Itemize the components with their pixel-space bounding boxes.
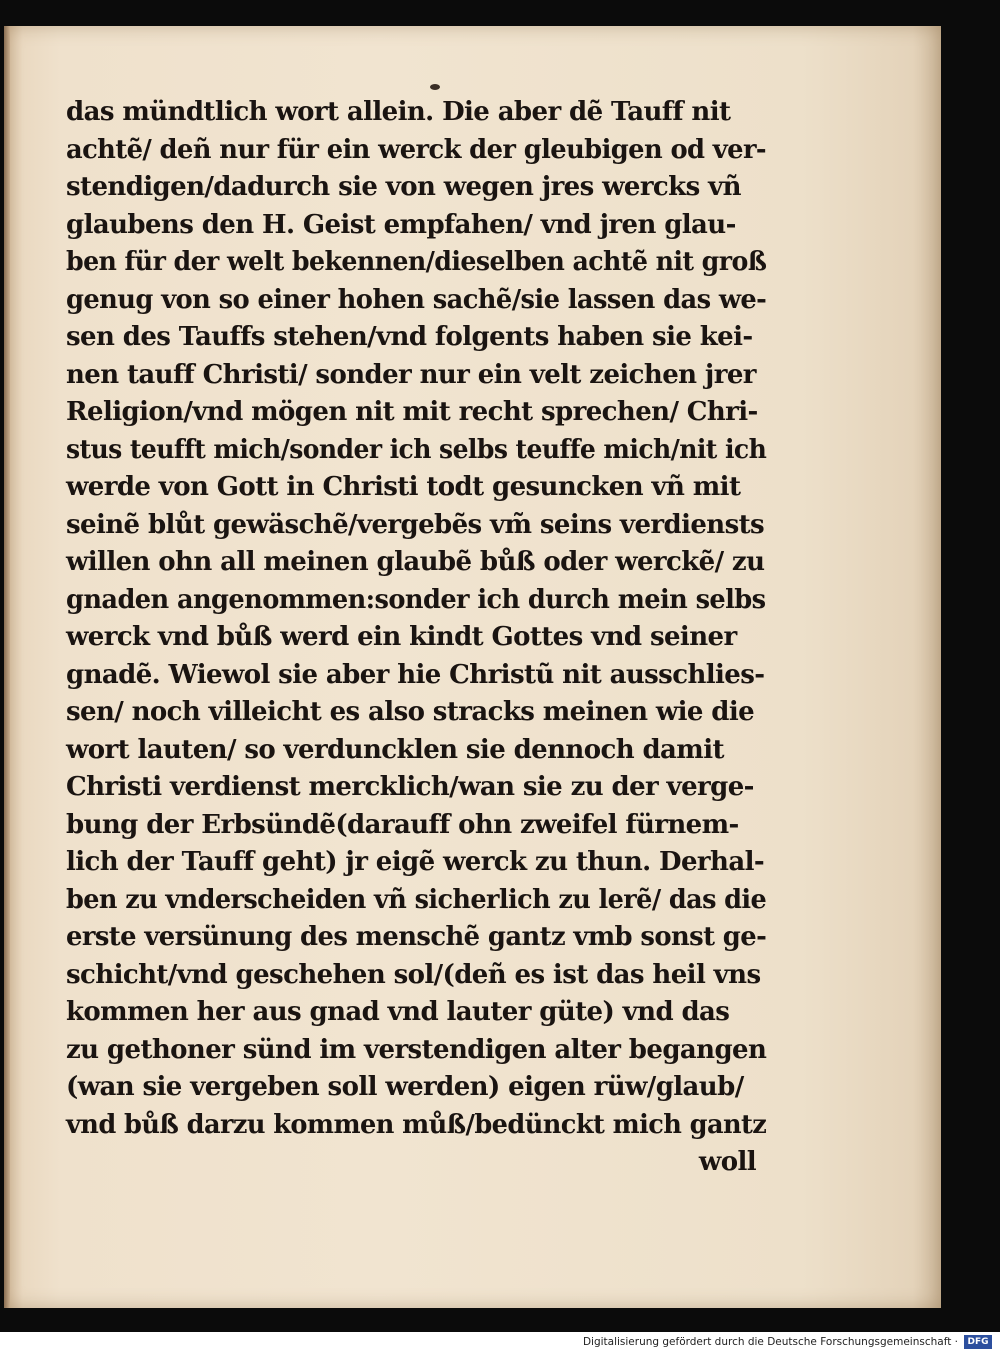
text-line: gnaden angenommen:sonder ich durch mein selbs	[66, 584, 766, 615]
text-line: ben zu vnderscheiden vñ sicherlich zu lerẽ/ das die	[66, 884, 767, 915]
text-line: stendigen/dadurch sie von wegen jres wercks vñ	[66, 172, 741, 202]
text-line: sen des Tauffs stehen/vnd folgents haben sie kei-	[66, 322, 753, 352]
text-line: stus teufft mich/sonder ich selbs teuffe mich/nit ich	[66, 434, 767, 465]
funding-credit: Digitalisierung gefördert durch die Deutsche Forschungsgemeinschaft ·	[582, 1336, 958, 1348]
page-edge	[4, 26, 10, 1308]
text-line: Religion/vnd mögen nit mit recht sprechen/ Chri-	[66, 397, 758, 427]
text-line: werde von Gott in Christi todt gesuncken vñ mit	[66, 472, 741, 502]
text-line: zu gethoner sünd im verstendigen alter begangen	[66, 1034, 767, 1065]
text-line: vnd bůß darzu kommen můß/bedünckt mich gantz	[66, 1109, 767, 1140]
text-line: genug von so einer hohen sachẽ/sie lassen das we-	[66, 284, 767, 315]
text-line: bung der Erbsündẽ(darauff ohn zweifel fürnem-	[66, 809, 739, 840]
text-line: seinẽ blůt gewäschẽ/vergebẽs vm̃ seins verdiensts	[66, 509, 765, 540]
text-line: willen ohn all meinen glaubẽ bůß oder werckẽ/ zu	[66, 547, 765, 577]
text-line: gnadẽ. Wiewol sie aber hie Christũ nit ausschlies-	[66, 659, 765, 690]
page-text	[66, 94, 766, 1182]
text-line: achtẽ/ deñ nur für ein werck der gleubigen od ver-	[66, 134, 767, 165]
text-line: Christi verdienst mercklich/wan sie zu der verge-	[66, 772, 754, 802]
text-line: erste versünung des menschẽ gantz vmb sonst ge-	[66, 922, 767, 952]
text-line: lich der Tauff geht) jr eigẽ werck zu thun. Derhal-	[66, 847, 765, 877]
text-line: schicht/vnd geschehen sol/(deñ es ist das heil vns	[66, 959, 761, 990]
text-line: glaubens den H. Geist empfahen/ vnd jren glau-	[66, 209, 736, 240]
text-line: werck vnd bůß werd ein kindt Gottes vnd seiner	[66, 622, 737, 652]
ink-ornament	[430, 84, 440, 90]
text-line: nen tauff Christi/ sonder nur ein velt zeichen jrer	[66, 359, 756, 390]
catchword: woll	[698, 1147, 756, 1177]
text-line: (wan sie vergeben soll werden) eigen rüw/glaub/	[66, 1072, 744, 1102]
text-line: wort lauten/ so verduncklen sie dennoch damit	[66, 734, 724, 765]
text-line: ben für der welt bekennen/dieselben achtẽ nit groß	[66, 247, 767, 277]
footer-bar	[0, 1332, 1000, 1352]
text-line: das mündtlich wort allein. Die aber dẽ Tauff nit	[66, 97, 731, 127]
text-line: kommen her aus gnad vnd lauter güte) vnd das	[66, 997, 730, 1027]
dfg-logo-icon[interactable]: DFG	[964, 1335, 992, 1349]
text-line: sen/ noch villeicht es also stracks meinen wie die	[66, 697, 755, 727]
